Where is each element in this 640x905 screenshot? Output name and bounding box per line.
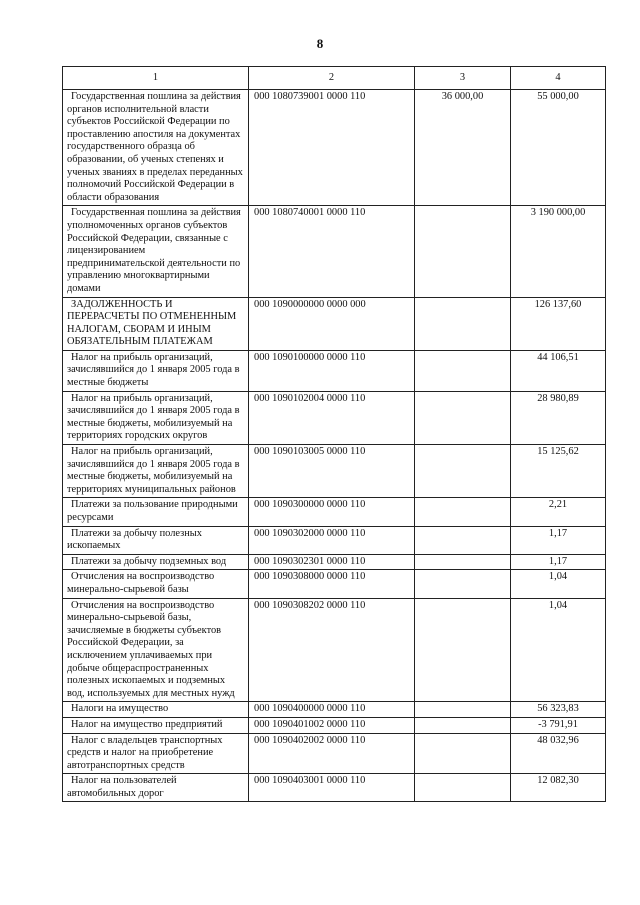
table-row (63, 733, 606, 774)
row-code: 000 1090100000 0000 110 (249, 350, 415, 391)
row-col3 (415, 598, 511, 702)
row-col3 (415, 570, 511, 598)
row-col3 (415, 774, 511, 802)
table-row (63, 90, 606, 206)
table-header-row (63, 67, 606, 90)
table-row (63, 445, 606, 498)
row-col3 (415, 498, 511, 526)
table-row (63, 774, 606, 802)
row-col3 (415, 297, 511, 350)
row-name: Отчисления на воспроизводство минерально-сырьевой базы (67, 571, 215, 595)
row-col3: 36 000,00 (415, 90, 511, 206)
row-col4: 1,04 (511, 598, 606, 702)
row-col4: 126 137,60 (511, 297, 606, 350)
row-name: Налог с владельцев транспортных средств и налог на приобретение автотранспортных средств (67, 734, 223, 771)
row-name-cell (63, 350, 249, 391)
row-name-cell (63, 774, 249, 802)
row-name-cell (63, 297, 249, 350)
table-row (63, 702, 606, 718)
row-col3 (415, 206, 511, 297)
row-code: 000 1080740001 0000 110 (249, 206, 415, 297)
row-col4: 2,21 (511, 498, 606, 526)
row-col4: 12 082,30 (511, 774, 606, 802)
table-row (63, 391, 606, 444)
row-name: Государственная пошлина за действия органов исполнительной власти субъектов Российской Федерации по проставлению апостиля на документах государственного образца об образовании, об ученых степенях и ученых званиях в пределах переданных полномочий Российской Федерации в области образования (67, 91, 243, 203)
row-col3 (415, 445, 511, 498)
row-col4: -3 791,91 (511, 717, 606, 733)
table-row (63, 717, 606, 733)
row-name-cell (63, 717, 249, 733)
row-col4: 55 000,00 (511, 90, 606, 206)
row-name-cell (63, 90, 249, 206)
row-col4: 56 323,83 (511, 702, 606, 718)
table-row (63, 554, 606, 570)
row-name: Платежи за пользование природными ресурсами (67, 499, 238, 523)
row-name-cell (63, 445, 249, 498)
row-col3 (415, 717, 511, 733)
row-name-cell (63, 598, 249, 702)
row-code: 000 1090308000 0000 110 (249, 570, 415, 598)
row-name: Платежи за добычу подземных вод (71, 555, 227, 567)
table-row (63, 297, 606, 350)
row-code: 000 1090401002 0000 110 (249, 717, 415, 733)
column-header-2: 2 (249, 67, 415, 90)
row-code: 000 1090302000 0000 110 (249, 526, 415, 554)
row-name: Государственная пошлина за действия уполномоченных органов субъектов Российской Федерации, связанные с лицензированием предпринимательской деятельности по управлению многоквартирными домами (67, 207, 241, 294)
row-col4: 44 106,51 (511, 350, 606, 391)
row-name: Налоги на имущество (71, 703, 169, 715)
row-name-cell (63, 702, 249, 718)
row-name: Налог на прибыль организаций, зачислявшийся до 1 января 2005 года в местные бюджеты, мобилизуемый на территориях муниципальных районов (67, 446, 240, 495)
row-name-cell (63, 498, 249, 526)
row-col3 (415, 391, 511, 444)
row-name: Налог на пользователей автомобильных дорог (67, 775, 177, 799)
row-col4: 1,17 (511, 526, 606, 554)
row-name: ЗАДОЛЖЕННОСТЬ И ПЕРЕРАСЧЕТЫ ПО ОТМЕНЕННЫМ НАЛОГАМ, СБОРАМ И ИНЫМ ОБЯЗАТЕЛЬНЫМ ПЛАТЕЖАМ (67, 298, 237, 348)
table-row (63, 526, 606, 554)
table-row (63, 498, 606, 526)
row-col4: 3 190 000,00 (511, 206, 606, 297)
table-row (63, 206, 606, 297)
row-col4: 28 980,89 (511, 391, 606, 444)
row-code: 000 1090308202 0000 110 (249, 598, 415, 702)
row-name-cell (63, 733, 249, 774)
row-col3 (415, 702, 511, 718)
row-col4: 48 032,96 (511, 733, 606, 774)
row-code: 000 1090300000 0000 110 (249, 498, 415, 526)
column-header-1: 1 (63, 67, 249, 90)
row-name: Платежи за добычу полезных ископаемых (67, 527, 202, 552)
row-name: Отчисления на воспроизводство минерально-сырьевой базы, зачисляемые в бюджеты субъектов Российской Федерации, за исключением уплачиваемых при добыче общераспространенных полезных ископаемых и подземных вод, используемых для местных нужд (67, 599, 235, 699)
table-row (63, 570, 606, 598)
row-col3 (415, 554, 511, 570)
row-name-cell (63, 206, 249, 297)
row-name-cell (63, 526, 249, 554)
row-code: 000 1090000000 0000 000 (249, 297, 415, 350)
revenue-table (62, 66, 606, 802)
row-col3 (415, 350, 511, 391)
row-code: 000 1090403001 0000 110 (249, 774, 415, 802)
row-name: Налог на прибыль организаций, зачислявшийся до 1 января 2005 года в местные бюджеты, мобилизуемый на территориях городских округов (67, 392, 240, 442)
row-name-cell (63, 554, 249, 570)
row-code: 000 1080739001 0000 110 (249, 90, 415, 206)
column-header-3: 3 (415, 67, 511, 90)
page-number: 8 (316, 36, 324, 51)
row-col4: 15 125,62 (511, 445, 606, 498)
row-col4: 1,04 (511, 570, 606, 598)
row-code: 000 1090402002 0000 110 (249, 733, 415, 774)
row-code: 000 1090302301 0000 110 (249, 554, 415, 570)
row-col3 (415, 526, 511, 554)
row-code: 000 1090400000 0000 110 (249, 702, 415, 718)
row-name-cell (63, 570, 249, 598)
table-row (63, 350, 606, 391)
column-header-4: 4 (511, 67, 606, 90)
row-col4: 1,17 (511, 554, 606, 570)
table-row (63, 598, 606, 702)
row-name: Налог на прибыль организаций, зачислявшийся до 1 января 2005 года в местные бюджеты (67, 351, 240, 389)
row-code: 000 1090103005 0000 110 (249, 445, 415, 498)
row-code: 000 1090102004 0000 110 (249, 391, 415, 444)
row-col3 (415, 733, 511, 774)
row-name: Налог на имущество предприятий (71, 718, 223, 730)
row-name-cell (63, 391, 249, 444)
